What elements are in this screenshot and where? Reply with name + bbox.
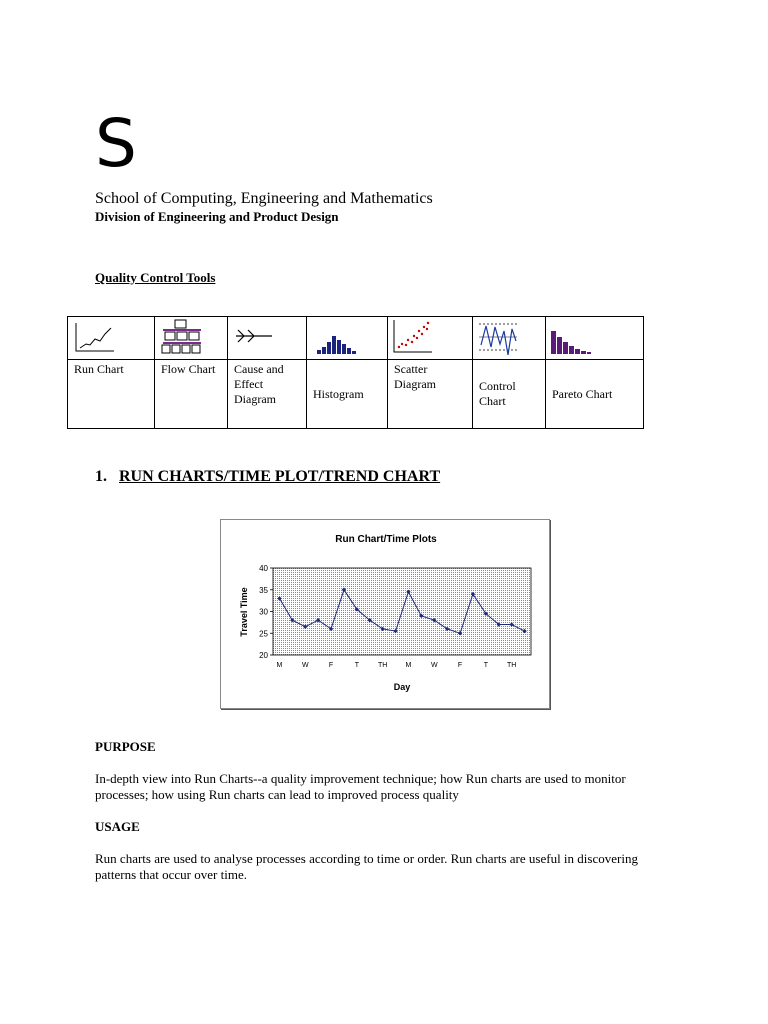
x-tick-label: M [276, 662, 283, 669]
y-tick-label: 30 [259, 607, 268, 617]
section-title: Quality Control Tools [95, 270, 216, 285]
y-tick-label: 40 [259, 564, 268, 573]
usage-text: Run charts are used to analyse processes according to time or order. Run charts are useful in discovering patterns that occur over time. [95, 851, 638, 882]
division-name: Division of Engineering and Product Design [95, 209, 339, 224]
y-axis-label: Travel Time [239, 587, 249, 637]
y-tick-label: 20 [259, 651, 268, 660]
tool-label-control-chart: Control Chart [473, 360, 546, 429]
x-tick-label: W [301, 662, 309, 669]
school-name: School of Computing, Engineering and Mathematics [95, 190, 433, 207]
section-number: 1. [95, 468, 107, 485]
x-tick-label: TH [506, 662, 517, 669]
run-chart-svg [221, 520, 549, 708]
control-chart-icon [473, 317, 546, 360]
flow-chart-icon [155, 317, 228, 360]
chart-title: Run Chart/Time Plots [335, 534, 437, 545]
purpose-heading: PURPOSE [95, 739, 156, 754]
scatter-icon [388, 317, 473, 360]
section-heading [95, 468, 440, 486]
x-tick-label: T [483, 662, 488, 669]
tool-label-scatter: Scatter Diagram [388, 360, 473, 429]
tool-label-pareto: Pareto Chart [546, 360, 644, 429]
logo-letter: S [95, 105, 137, 182]
histogram-icon [307, 317, 388, 360]
tools-table [67, 316, 644, 429]
pareto-icon [546, 317, 644, 360]
x-tick-label: F [328, 662, 334, 669]
tool-label-flow-chart: Flow Chart [155, 360, 228, 429]
tool-label-histogram: Histogram [307, 360, 388, 429]
x-tick-label: W [430, 662, 438, 669]
x-tick-label: T [354, 662, 359, 669]
run-chart-figure [220, 519, 550, 709]
tool-label-run-chart: Run Chart [68, 360, 155, 429]
x-tick-label: TH [377, 662, 388, 669]
x-axis-label: Day [393, 682, 411, 692]
fishbone-icon [228, 317, 307, 360]
x-tick-label: M [405, 662, 412, 669]
section-title-text: RUN CHARTS/TIME PLOT/TREND CHART [119, 468, 441, 485]
x-tick-label: F [457, 662, 463, 669]
purpose-text: In-depth view into Run Charts--a quality improvement technique; how Run charts are used to monitor processes; how using Run charts can lead to improved process quality [95, 771, 626, 802]
run-chart-icon [68, 317, 155, 360]
y-tick-label: 35 [259, 585, 268, 595]
y-tick-label: 25 [259, 629, 268, 639]
tool-label-cause-effect: Cause and Effect Diagram [228, 360, 307, 429]
usage-heading: USAGE [95, 819, 140, 834]
